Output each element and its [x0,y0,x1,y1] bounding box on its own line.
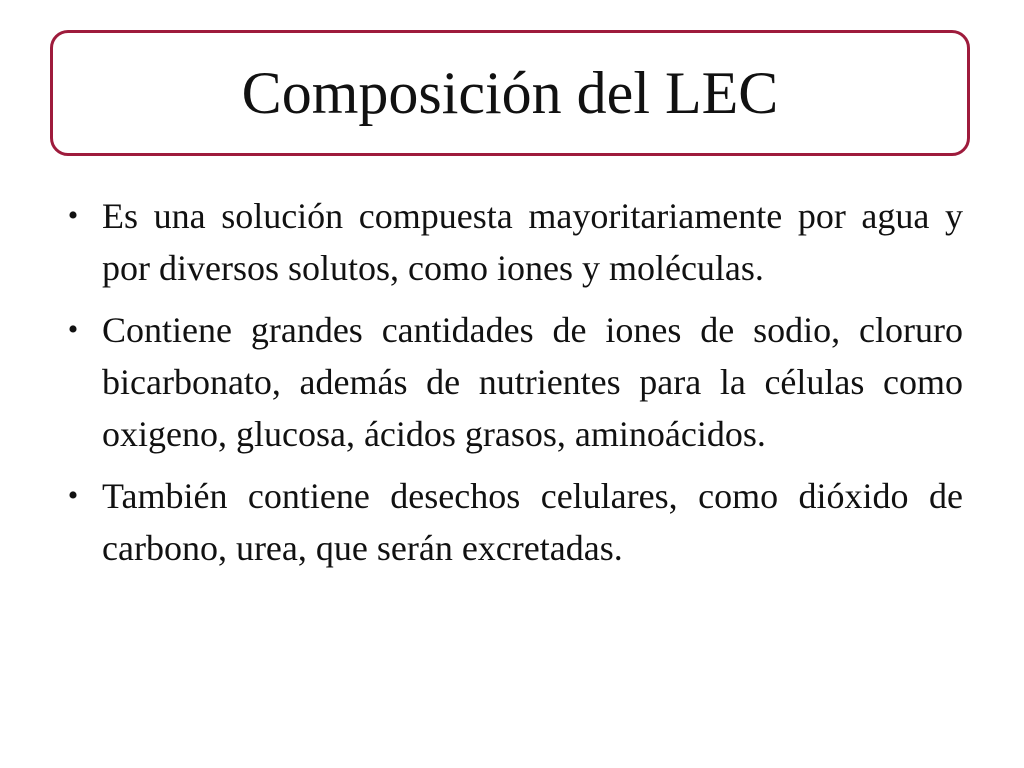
bullet-text: Es una solución compuesta mayoritariamente por agua y por diversos solutos, como iones y moléculas. [102,196,963,288]
bullet-text: Contiene grandes cantidades de iones de sodio, cloruro bicarbonato, además de nutrientes para la células como oxigeno, glucosa, ácidos grasos, aminoácidos. [102,310,963,454]
bullet-text: También contiene desechos celulares, como dióxido de carbono, urea, que serán excretadas. [102,476,963,568]
bullet-item [60,190,963,294]
slide-title: Composición del LEC [241,60,779,126]
title-box [50,30,970,156]
bullet-icon: • [67,313,79,346]
bullet-item [60,470,963,574]
bullet-icon: • [67,479,79,512]
bullet-item [60,304,963,460]
bullet-icon: • [67,199,79,232]
bullet-list [60,190,963,584]
